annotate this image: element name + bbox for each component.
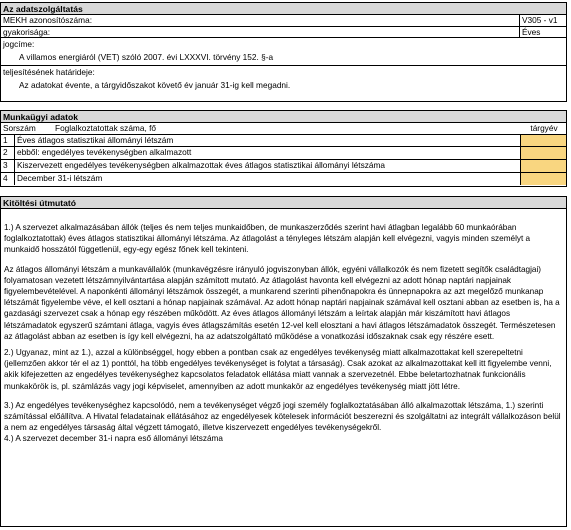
row-number: 2 (1, 147, 15, 159)
frequency-row (1, 27, 566, 38)
col-label: Foglalkoztatottak száma, fő (55, 123, 156, 133)
targyev-input[interactable] (521, 147, 566, 159)
mekh-id-row (1, 15, 566, 27)
guide-paragraph-4: 3.) Az engedélyes tevékenységhez kapcsolódó, nem a tevékenységet végző jogi személy foglalkoztatásában álló alkalmazottak létszáma, 1.) szerinti számítással előállítva. A Hivatal feladatainak ellátásához az engedélyesek kötelesek információt beszerezni és szolgáltatni az integrált vállalkozáson belül a nem az engedélyes társaság által végzett támogató, illetve kiszervezett engedélyes tevékenységekről. (4, 400, 561, 433)
frequency-value: Éves (522, 27, 541, 37)
guide-paragraph-1: 1.) A szervezet alkalmazásában állók (teljes és nem teljes munkaidőben, de munkaszerződés szerint havi átlagban legalább 60 munkaórában foglalkoztatottak) éves átlagos statisztikai állományi létszáma. Az átlagolást a tényleges létszám alapján kell elvégezni, vagyis minden személyt a munkaidő hosszától függetlenül, egy-egy egész főnek kell tekinteni. (4, 223, 531, 255)
guide-paragraph-2: Az átlagos állományi létszám a munkavállalók (munkavégzésre irányuló jogviszonyban állók, egyéni vállalkozók és nem fizetett segítők családtagjai) folyamatosan vezetett létszámnyilvántartása alapján számított mutató. Az átlagolást havonta kell elvégezni az adott hónap naptári napjainak figyelembevételével. A naponkénti állományi létszámok összegét, a munkarend szerinti pihenőnapokra és ünnepnapokra az azt megelőző munkanap létszámát figyelembe véve, el kell osztani a hónap napjainak számával. Az adott hónap naptári napjainak számával kell osztani abban az esetben is, ha a gazdasági szervezet csak a hónap egy részében működött. Az éves átlagos állományi létszám a leírtak alapján már kiszámított havi átlagos létszámadatok egyszerű számtani átlaga, vagyis éves átlagszámítás esetén 12-vel kell elosztani a havi átlagos létszámadatok összegét. Természetesen az átlagolást abban az esetben is így kell elvégezni, ha az adatszolgáltató működése a vonatkozási időszaknak csak egy részére esett. (4, 264, 560, 341)
section-kitoltesi-utmutato (0, 196, 567, 527)
row-number: 1 (1, 135, 15, 146)
col-sorszam: Sorszám (3, 123, 36, 133)
deadline-label: teljesítésének határideje: (3, 67, 95, 77)
mekh-id-value: V305 - v1 (522, 15, 558, 25)
row-number: 4 (1, 173, 15, 185)
table-row (1, 147, 566, 160)
legal-basis-label: jogcíme: (3, 39, 35, 49)
mekh-id-label: MEKH azonosítószáma: (1, 15, 520, 26)
legal-basis-text: A villamos energiáról (VET) szóló 2007. évi LXXXVI. törvény 152. §-a (19, 52, 274, 62)
section-munkaugyi-title: Munkaügyi adatok (1, 111, 566, 123)
section-munkaugyi (0, 110, 567, 187)
table-row (1, 135, 566, 147)
table-row (1, 160, 566, 173)
targyev-input[interactable] (521, 135, 566, 146)
targyev-input[interactable] (521, 160, 566, 172)
targyev-input[interactable] (521, 173, 566, 185)
row-label: Éves átlagos statisztikai állományi létszám (15, 135, 521, 146)
table-row (1, 173, 566, 185)
deadline-text: Az adatokat évente, a tárgyidőszakot követő év január 31-ig kell megadni. (19, 80, 291, 90)
row-label: ebből: engedélyes tevékenységben alkalmazott (15, 147, 521, 159)
guide-paragraph-5: 4.) A szervezet december 31-i napra eső állományi létszáma (4, 434, 223, 444)
section-adatszolgaltatas (0, 2, 567, 102)
row-label: Kiszervezett engedélyes tevékenységben alkalmazottak éves átlagos statisztikai állományi létszáma (15, 160, 521, 172)
frequency-label: gyakorisága: (1, 27, 520, 37)
legal-basis-row (1, 38, 566, 66)
col-targyev: tárgyév (530, 123, 558, 133)
row-label: December 31-i létszám (15, 173, 521, 185)
row-number: 3 (1, 160, 15, 172)
section-kitoltesi-utmutato-title: Kitöltési útmutató (1, 197, 566, 209)
deadline-row (1, 66, 566, 93)
guide-paragraph-3: 2.) Ugyanaz, mint az 1.), azzal a különbséggel, hogy ebben a pontban csak az engedélyes tevékenység miatt alkalmazottakat kell szerepeltetni (jellemzően akkor tér el az 1) ponttól, ha több engedélyes tevékenységet is folytat a társaság). Csak azokat az alkalmazottakat kell itt figyelembe venni, akik kifejezetten az engedélyes tevékenységhez kapcsolatos feladatok ellátása miatt vannak a szervezetnél. Ebbe beletartozhatnak funkcionális munkakörök is, pl. számlázás vagy jogi képviselet, amennyiben az adott munkakör az engedélyes tevékenység miatt jött létre. (4, 348, 552, 391)
section-adatszolgaltatas-title: Az adatszolgáltatás (1, 3, 566, 15)
column-header-row (1, 123, 566, 135)
